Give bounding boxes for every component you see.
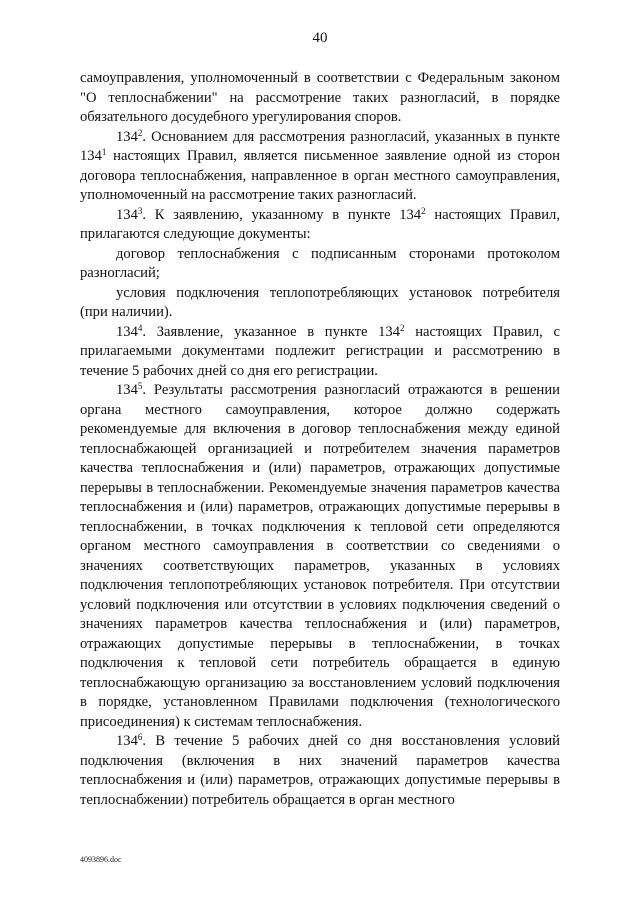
document-body	[80, 69, 560, 810]
superscript-index: 2	[421, 205, 426, 216]
superscript-index: 4	[137, 322, 143, 333]
text-run: договор теплоснабжения с подписанным сторонами протоколом разногласий;	[80, 245, 560, 281]
text-run: самоуправления, уполномоченный в соответствии с Федеральным законом "О теплоснабжении" на рассмотрение таких разногласий, в порядке обязательного досудебного урегулирования споров.	[80, 70, 560, 125]
text-run: настоящих Правил, прилагаются следующие документы:	[80, 206, 560, 242]
superscript-index: 3	[137, 205, 143, 216]
text-run: . К заявлению, указанному в пункте 134	[142, 206, 422, 223]
paragraph	[80, 732, 560, 810]
text-run: . Результаты рассмотрения разногласий отражаются в решении органа местного самоуправления, которое должно содержать рекомендуемые для включения в договор теплоснабжения между единой теплоснабжающей организацией и потребителем значения параметров качества теплоснабжения и (или) параметров, отражающих допустимые перерывы в теплоснабжении. Рекомендуемые значения параметров качества теплоснабжения и (или) параметров, отражающих допустимые перерывы в теплоснабжении, в точках подключения к тепловой сети определяются органом местного самоуправления в соответствии со сведениями о значениях соответствующих параметров, указанных в условиях подключения теплопотребляющих установок потребителя. При отсутствии условий подключения или отсутствии в условиях подключения сведений о значениях параметров качества теплоснабжения и (или) параметров, отражающих допустимые перерывы в теплоснабжении, в точках подключения к тепловой сети потребитель обращается в единую теплоснабжающую организацию за восстановлением условий подключения в порядке, установленном Правилами подключения (технологического присоединения) к системам теплоснабжения.	[80, 382, 560, 730]
text-run: . Заявление, указанное в пункте 134	[142, 323, 401, 340]
superscript-index: 2	[400, 322, 405, 333]
text-run: 134	[116, 733, 138, 749]
paragraph	[80, 69, 560, 128]
superscript-index: 1	[101, 147, 107, 157]
paragraph	[80, 128, 560, 206]
text-run: . В течение 5 рабочих дней со дня восстановления условий подключения (включения в них значений параметров качества теплоснабжения и (или) параметров, отражающих допустимые перерывы в теплоснабжении) потребитель обращается в орган местного	[80, 733, 560, 808]
footer-filename: 4093896.doc	[80, 855, 122, 864]
paragraph	[80, 284, 560, 323]
text-run: 134	[116, 382, 138, 398]
superscript-index: 6	[137, 732, 143, 742]
text-run: настоящих Правил, с прилагаемыми документами подлежит регистрации и рассмотрению в течение 5 рабочих дней со дня его регистрации.	[80, 323, 560, 379]
text-run: . Основанием для рассмотрения разногласий, указанных в пункте 134	[80, 128, 560, 164]
superscript-index: 5	[137, 381, 143, 391]
text-run: 134	[116, 323, 138, 340]
text-run: настоящих Правил, является письменное заявление одной из сторон договора теплоснабжения, направленное в орган местного самоуправления, уполномоченный на рассмотрение таких разногласий.	[80, 148, 560, 203]
paragraph	[80, 206, 560, 245]
superscript-index: 2	[137, 127, 143, 138]
page-number: 40	[312, 30, 328, 46]
text-run: условия подключения теплопотребляющих установок потребителя (при наличии).	[80, 284, 560, 320]
text-run: 134	[116, 128, 138, 145]
paragraph	[80, 245, 560, 284]
text-run: 134	[116, 206, 138, 223]
paragraph	[80, 323, 560, 382]
paragraph	[80, 381, 560, 732]
